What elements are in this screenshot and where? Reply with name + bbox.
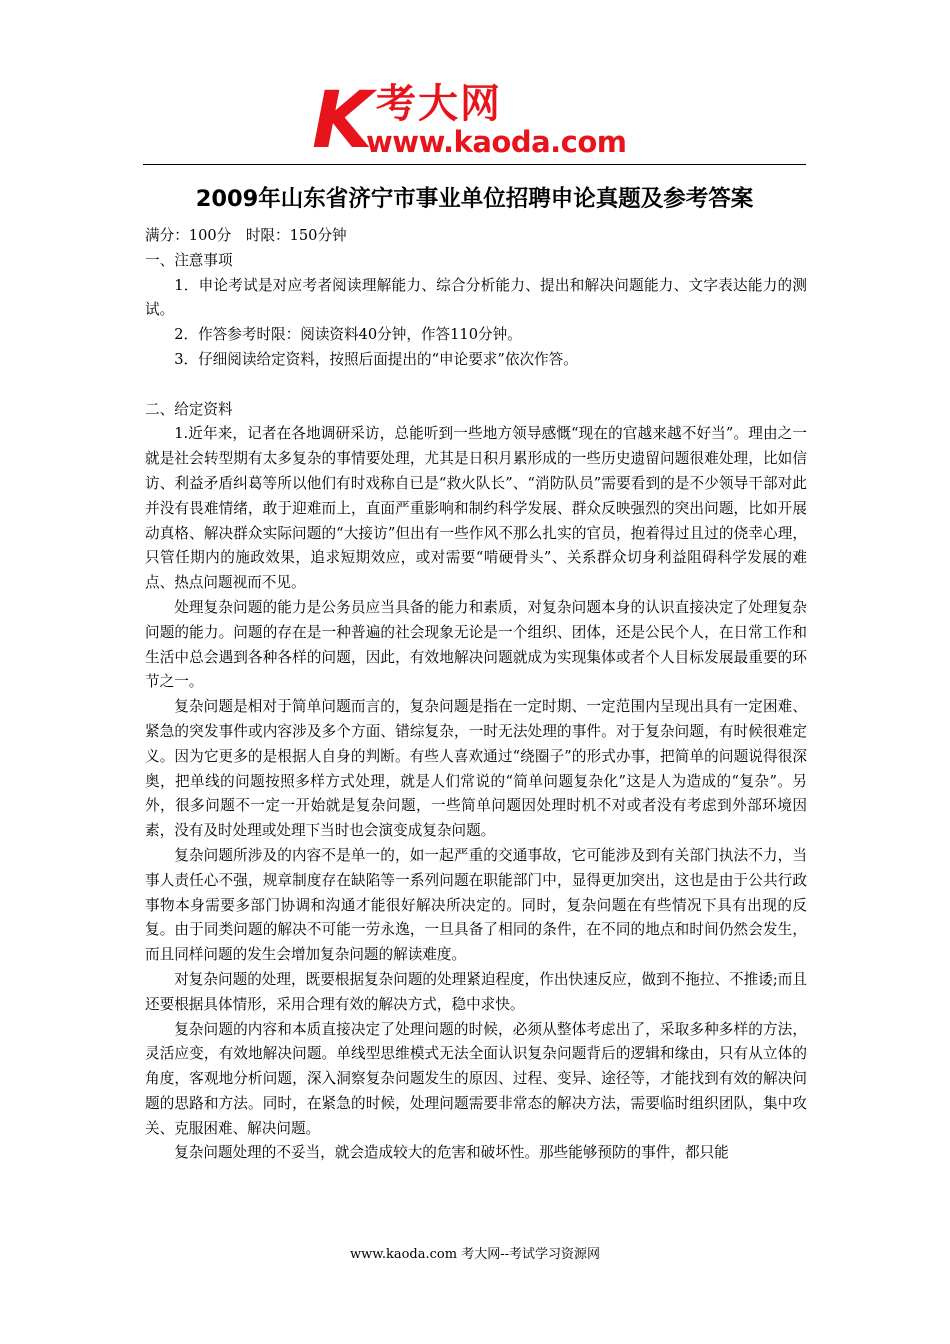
material-paragraph: 对复杂问题的处理，既要根据复杂问题的处理紧迫程度，作出快速反应，做到不拖拉、不推诿;而且还要根据具体情形，采用合理有效的解决方式，稳中求快。 bbox=[145, 970, 807, 1013]
note-item: 3．仔细阅读给定资料，按照后面提出的“申论要求”依次作答。 bbox=[174, 350, 578, 368]
logo-url: www.kaoda.com bbox=[366, 125, 627, 159]
material-paragraph: 复杂问题所涉及的内容不是单一的，如一起严重的交通事故，它可能涉及到有关部门执法不力，当事人责任心不强，规章制度存在缺陷等一系列问题在职能部门中，显得更加突出，这也是由于公共行政事物本身需要多部门协调和沟通才能很好解决所决定的。同时，复杂问题在有些情况下具有出现的反复。由于同类问题的解决不可能一劳永逸，一旦具备了相同的条件，在不同的地点和时间仍然会发生，而且同样问题的发生会增加复杂问题的解读难度。 bbox=[145, 846, 807, 964]
header-divider bbox=[143, 164, 806, 165]
note-item: 1．申论考试是对应考者阅读理解能力、综合分析能力、提出和解决问题能力、文字表达能力的测试。 bbox=[145, 276, 807, 319]
logo-chinese-name: 考大网 bbox=[376, 81, 502, 127]
material-paragraph: 复杂问题处理的不妥当，就会造成较大的危害和破坏性。那些能够预防的事件，都只能 bbox=[174, 1144, 729, 1162]
document-body bbox=[145, 224, 807, 1166]
document-title: 2009年山东省济宁市事业单位招聘申论真题及参考答案 bbox=[195, 186, 754, 212]
material-paragraph: 1.近年来，记者在各地调研采访，总能听到一些地方领导感慨“现在的官越来越不好当”。理由之一就是社会转型期有太多复杂的事情要处理，尤其是日积月累形成的一些历史遗留问题很难处理，比如信访、利益矛盾纠葛等所以他们有时戏称自已是“救火队长”、“消防队员”需要看到的是不少领导干部对此并没有畏难情绪，敢于迎难而上，直面严重影响和制约科学发展、群众反映强烈的突出问题，比如开展动真格、解决群众实际问题的“大接访”但出有一些作风不那么扎实的官员，抱着得过且过的侥幸心理，只管任期内的施政效果，追求短期效应，或对需要“啃硬骨头”、关系群众切身利益阻碍科学发展的难点、热点问题视而不见。 bbox=[145, 425, 807, 592]
note-item: 2．作答参考时限：阅读资料40分钟，作答110分钟。 bbox=[174, 326, 522, 344]
logo-k-mark: K bbox=[312, 76, 369, 166]
page-footer: www.kaoda.com 考大网--考试学习资源网 bbox=[350, 1247, 600, 1262]
exam-meta: 满分：100分 时限：150分钟 bbox=[145, 227, 347, 244]
material-paragraph: 复杂问题是相对于简单问题而言的，复杂问题是指在一定时期、一定范围内呈现出具有一定困难、紧急的突发事件或内容涉及多个方面、错综复杂，一时无法处理的事件。对于复杂问题，有时候很难定义。因为它更多的是根据人自身的判断。有些人喜欢通过“绕圈子”的形式办事，把简单的问题说得很深奥，把单线的问题按照多样方式处理，就是人们常说的“简单问题复杂化”这是人为造成的“复杂”。另外，很多问题不一定一开始就是复杂问题，一些简单问题因处理时机不对或者没有考虑到外部环境因素，没有及时处理或处理下当时也会演变成复杂问题。 bbox=[145, 698, 807, 840]
kaoda-logo bbox=[312, 76, 642, 166]
blank-line bbox=[145, 373, 807, 398]
section-heading-materials: 二、给定资料 bbox=[145, 400, 233, 418]
material-paragraph: 复杂问题的内容和本质直接决定了处理问题的时候，必须从整体考虑出了，采取多种多样的方法，灵活应变，有效地解决问题。单线型思维模式无法全面认识复杂问题背后的逻辑和缘由，只有从立体的角度，客观地分析问题，深入洞察复杂问题发生的原因、过程、变异、途径等，才能找到有效的解决问题的思路和方法。同时，在紧急的时候，处理问题需要非常态的解决方法，需要临时组织团队，集中攻关、克服困难、解决问题。 bbox=[145, 1020, 807, 1137]
material-paragraph: 处理复杂问题的能力是公务员应当具备的能力和素质，对复杂问题本身的认识直接决定了处理复杂问题的能力。问题的存在是一种普遍的社会现象无论是一个组织、团体，还是公民个人，在日常工作和生活中总会遇到各种各样的问题，因此，有效地解决问题就成为实现集体或者个人目标发展最重要的环节之一。 bbox=[145, 598, 807, 691]
section-heading-notes: 一、注意事项 bbox=[145, 251, 233, 269]
